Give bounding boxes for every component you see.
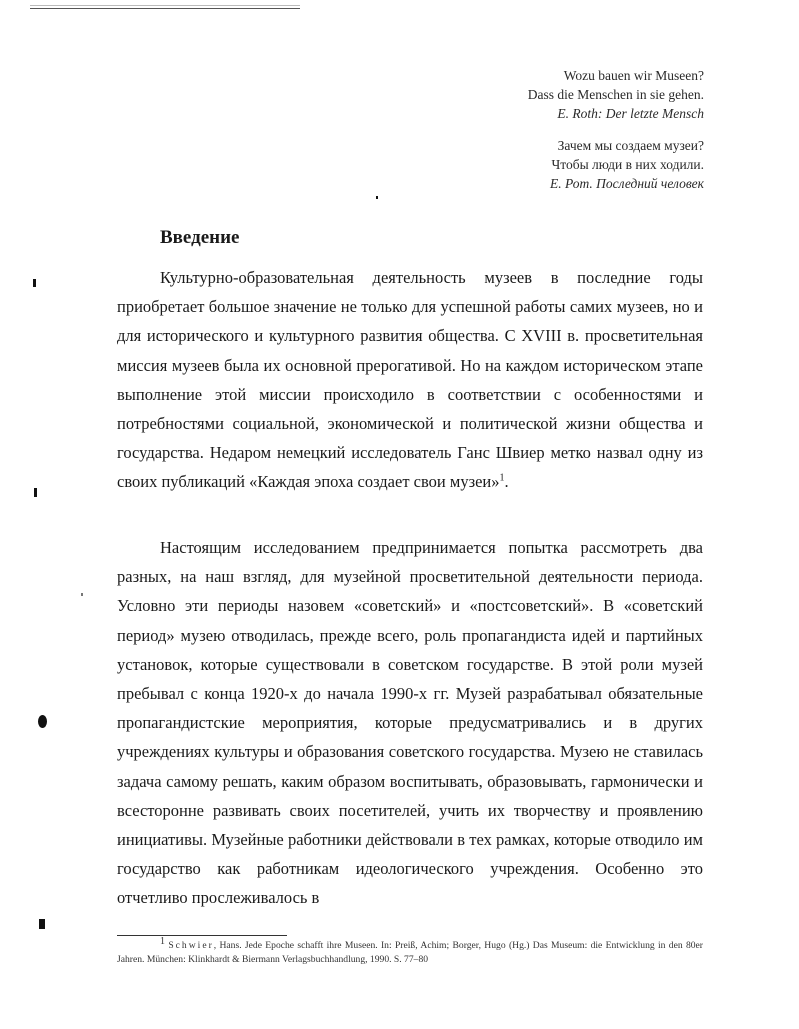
paragraph-1-text: Культурно-образовательная деятельность музеев в последние годы приобретает большое значение не только для успешной работы самих музеев, но и для исторического и культурного развития общества. С XVIII в. просветительная миссия музеев была их основной прерогативой. Но на каждом историческом этапе выполнение этой миссии происходило в соответствии с особенностями и потребностями социальной, экономической и политической жизни общества и государства. Недаром немецкий исследователь Ганс Швиер метко назвал одну из своих публикаций «Каждая эпоха создает свои музеи»: [117, 268, 703, 492]
paragraph-1: Культурно-образовательная деятельность музеев в последние годы приобретает большое значение не только для успешной работы самих музеев, но и для исторического и культурного развития общества. С XVIII в. просветительная миссия музеев была их основной прерогативой. Но на каждом историческом этапе выполнение этой миссии происходило в соответствии с особенностями и потребностями социальной, экономической и политической жизни общества и государства. Недаром немецкий исследователь Ганс Швиер метко назвал одну из своих публикаций «Каждая эпоха создает свои музеи»$^1$.: [117, 268, 703, 492]
scan-artifact-mark: [34, 488, 37, 497]
scan-artifact-mark: [33, 279, 36, 287]
epigraph-russian-line-2: Чтобы люди в них ходили.: [551, 157, 704, 172]
epigraph-russian: [550, 136, 704, 193]
scan-artifact-mark: [81, 593, 83, 596]
epigraph-german-source: E. Roth: Der letzte Mensch: [557, 106, 704, 121]
footnote: [117, 935, 703, 967]
scan-artifact-mark: [39, 919, 45, 929]
footnote-reference: 1: [499, 472, 505, 484]
epigraph-german-line-2: Dass die Menschen in sie gehen.: [527, 87, 704, 102]
scan-artifact-mark: [38, 715, 47, 728]
scan-top-rule-faint: [30, 5, 300, 6]
epigraph-german: [528, 66, 704, 123]
footnote-author: Schwier: [168, 940, 214, 951]
footnote-separator: [117, 935, 287, 936]
paragraph-2: Настоящим исследованием предпринимается попытка рассмотреть два разных, на наш взгляд, для музейной просветительной деятельности периода. Условно эти периоды назовем «советский» и «постсоветский». В «советский период» музею отводилась, прежде всего, роль пропагандиста идей и партийных установок, которые существовали в советском государстве. В этой роли музей пребывал с конца 1920-х до начала 1990-х гг. Музей разрабатывал обязательные пропагандистские мероприятия, которые предусматривались и в других учреждениях культуры и образования советского государства. Музею не ставилась задача самому решать, каким образом воспитывать, образовывать, гармонически и всесторонне развивать своих посетителей, учить их творчеству и проявлению инициативы. Музейные работники действовали в тех рамках, которые отводило им государство как работникам идеологического учреждения. Особенно это отчетливо прослеживалось в: [117, 538, 703, 908]
scan-top-rule: [30, 8, 300, 9]
footnote-text: , Hans. Jede Epoche schafft ihre Museen. In: Preiß, Achim; Borger, Hugo (Hg.) Das Museum: die Entwicklung in den 80er Jahren. München: Klinkhardt & Biermann Verlagsbuchhandlung, 1990. S. 77–80: [117, 940, 703, 965]
scan-artifact-mark: [376, 196, 378, 199]
epigraph-russian-source: Е. Рот. Последний человек: [549, 176, 704, 191]
epigraph-german-line-1: Wozu bauen wir Museen?: [563, 68, 704, 83]
footnote-number: 1: [160, 935, 165, 947]
section-heading: Введение: [160, 227, 240, 248]
epigraph-russian-line-1: Зачем мы создаем музеи?: [557, 138, 704, 153]
